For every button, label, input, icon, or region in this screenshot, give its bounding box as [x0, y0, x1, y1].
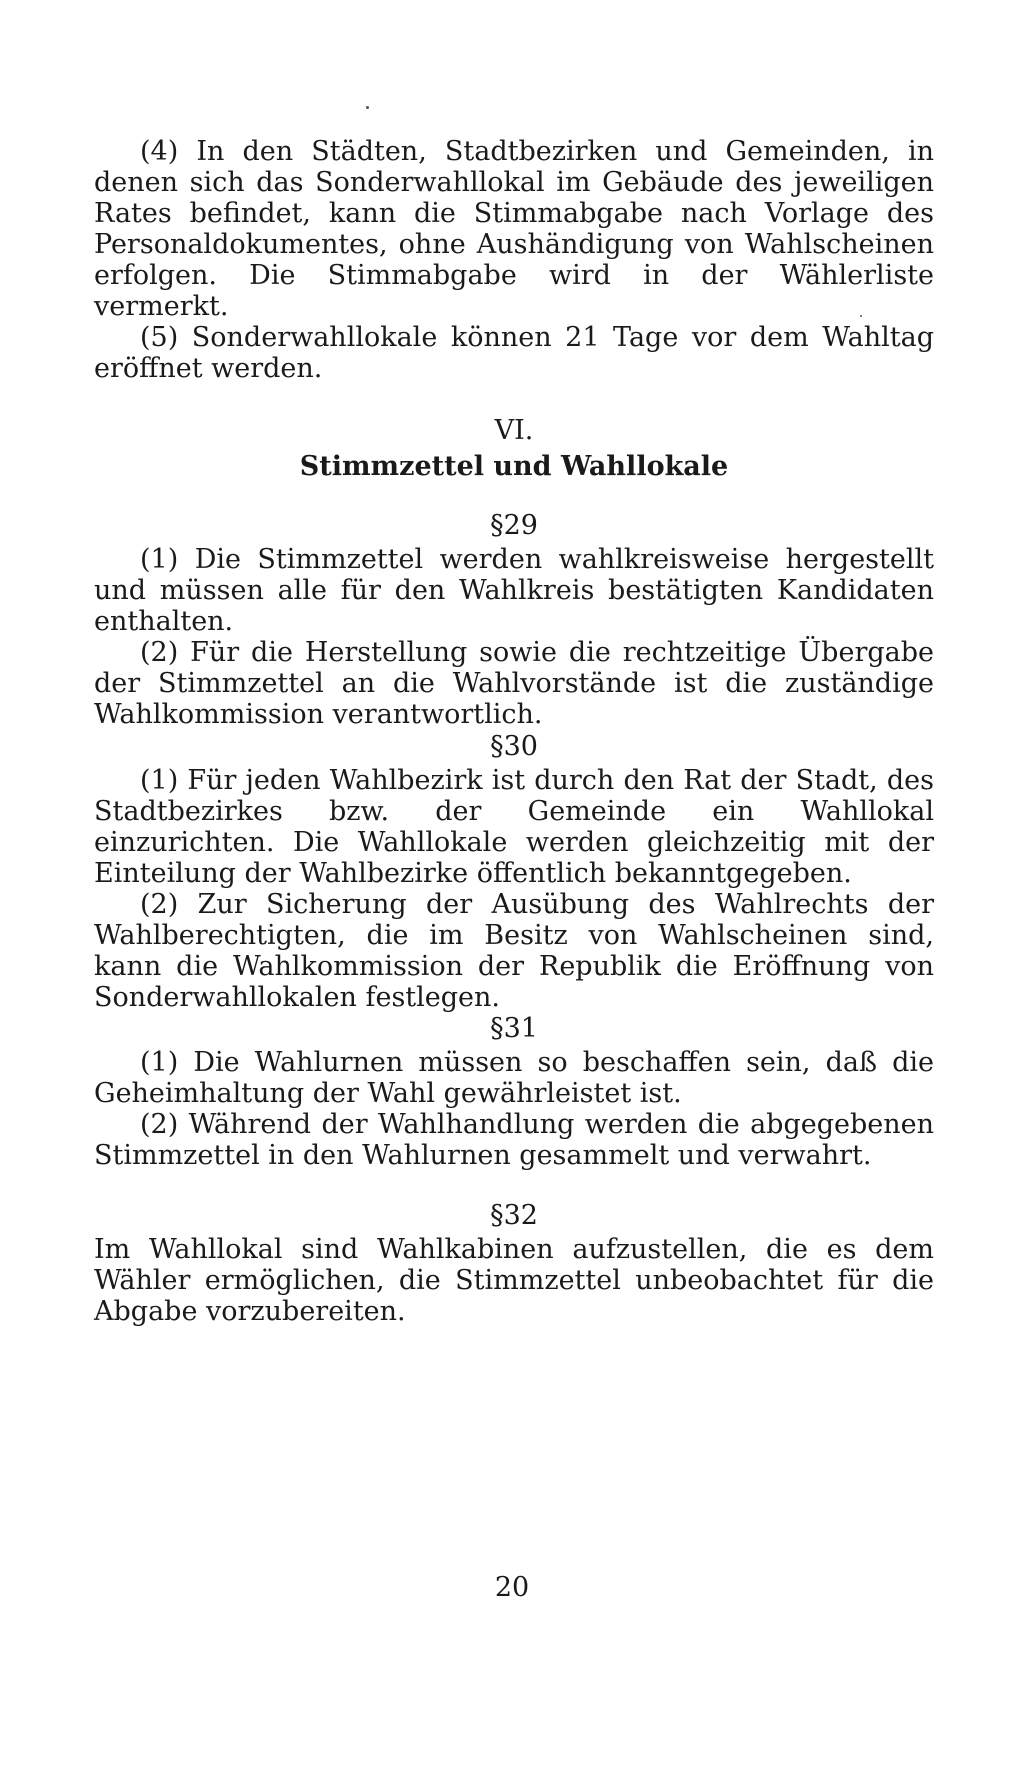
section-29-heading: §29: [490, 510, 538, 541]
paragraph-5: (5) Sonderwahllokale können 21 Tage vor dem Wahltag eröffnet werden.: [94, 322, 934, 384]
section-30-paragraph-1: (1) Für jeden Wahlbezirk ist durch den Rat der Stadt, des Stadtbezirkes bzw. der Gemeinde ein Wahllokal einzurichten. Die Wahllokale werden gleichzeitig mit der Einteilung der Wahlbezirke öffentlich bekanntgegeben.: [94, 765, 934, 889]
page-number: 20: [494, 1572, 530, 1603]
section-31-paragraph-2: (2) Während der Wahlhandlung werden die abgegebenen Stimmzettel in den Wahlurnen gesammelt und verwahrt.: [94, 1109, 934, 1171]
section-32-paragraph: Im Wahllokal sind Wahlkabinen aufzustellen, die es dem Wähler ermöglichen, die Stimmzettel unbeobachtet für die Abgabe vorzubereiten.: [94, 1234, 934, 1327]
print-speck: [366, 106, 369, 109]
chapter-title: Stimmzettel und Wahllokale: [299, 451, 729, 482]
paragraph-4: (4) In den Städten, Stadtbezirken und Gemeinden, in denen sich das Sonderwahllokal im Gebäude des jeweiligen Rates befindet, kann die Stimmabgabe nach Vorlage des Personaldokumentes, ohne Aushändigung von Wahlscheinen erfolgen. Die Stimmabgabe wird in der Wählerliste vermerkt.: [94, 136, 934, 322]
section-32-heading: §32: [490, 1200, 538, 1231]
section-32-body: [94, 1234, 934, 1327]
section-29-paragraph-2: (2) Für die Herstellung sowie die rechtzeitige Übergabe der Stimmzettel an die Wahlvorstände ist die zuständige Wahlkommission verantwortlich.: [94, 637, 934, 730]
section-v-continuation: [94, 136, 934, 384]
section-29-paragraph-1: (1) Die Stimmzettel werden wahlkreisweise hergestellt und müssen alle für den Wahlkreis bestätigten Kandidaten enthalten.: [94, 544, 934, 637]
section-31-body: [94, 1047, 934, 1171]
section-30-body: [94, 765, 934, 1013]
section-31-paragraph-1: (1) Die Wahlurnen müssen so beschaffen sein, daß die Geheimhaltung der Wahl gewährleistet ist.: [94, 1047, 934, 1109]
chapter-number: VI.: [494, 415, 534, 446]
section-30-paragraph-2: (2) Zur Sicherung der Ausübung des Wahlrechts der Wahlberechtigten, die im Besitz von Wahlscheinen sind, kann die Wahlkommission der Republik die Eröffnung von Sonderwahllokalen festlegen.: [94, 889, 934, 1013]
section-29-body: [94, 544, 934, 730]
section-30-heading: §30: [490, 731, 538, 762]
section-31-heading: §31: [490, 1013, 538, 1044]
